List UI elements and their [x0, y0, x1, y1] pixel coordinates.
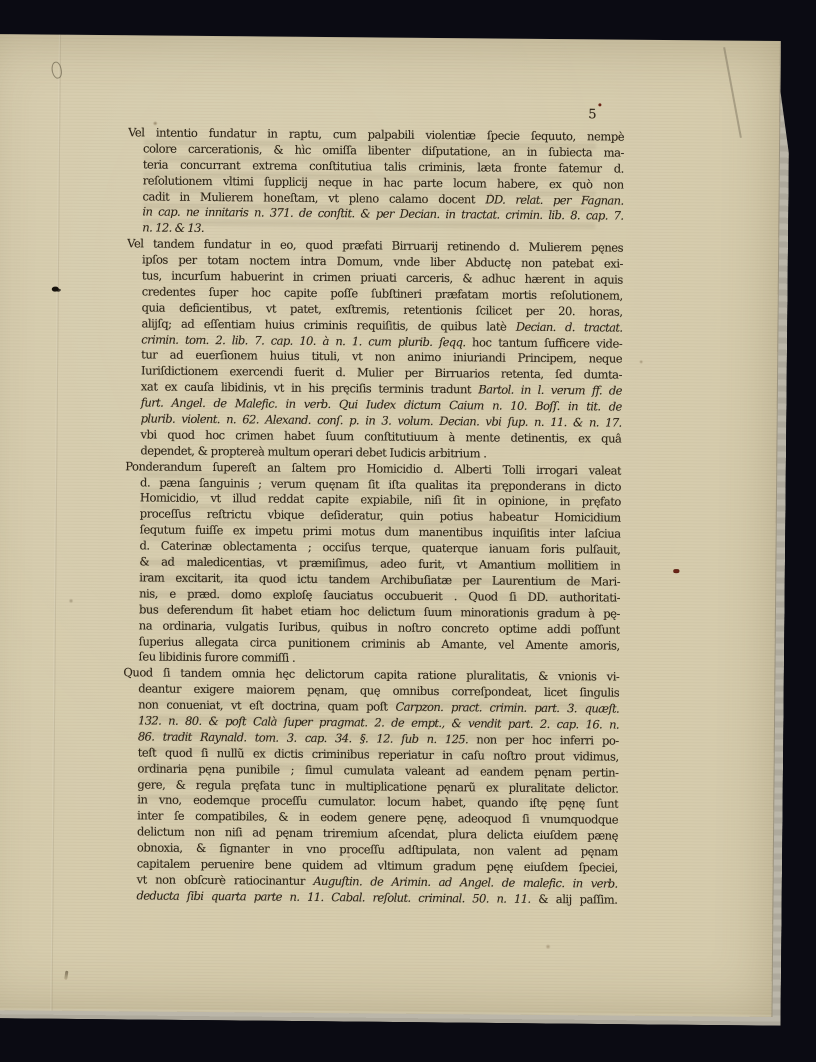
body-text: quia deficientibus, vt patet, exſtremis, retentionis ſcilicet per 20. horas,: [141, 300, 623, 319]
body-text: teria concurrant extrema conſtitutiua talis criminis, læta fronte fatemur d.: [142, 157, 624, 176]
body-text: alijſq; ad eſſentiam huius criminis requiſitis, de quibus latè: [141, 316, 516, 334]
body-text: deantur exigere maiorem pęnam, quę omnibus correſpondeat, licet ſingulis: [138, 681, 620, 700]
body-text: iram excitarit, ita quod ictu tandem Archibuſiatæ per Laurentium de Mari-: [139, 570, 621, 589]
body-text: teſt quod ſi nullũ ex dictis criminibus reperiatur in caſu noſtro prout vidimus,: [137, 745, 619, 764]
body-text: tus, incurſum habuerint in crimen priuati carceris, & adhuc hærent in aquis: [141, 268, 623, 287]
citation-text: plurib. violent. n. 62. Alexand. conſ. p. in 3. volum. Decian. vbi ſup. n. 11. & n. 17.: [140, 411, 622, 430]
pencil-mark: [50, 61, 64, 80]
body-text: nis, e præd. domo exploſę ſauciatus occubuerit . Quod ſi DD. authoritati-: [139, 586, 621, 605]
fold-line: [50, 35, 61, 1011]
body-text: cadit in Mulierem honeſtam, vt pleno calamo docent: [142, 188, 486, 206]
citation-text: 86. tradit Raynald. tom. 3. cap. 34. §. 12. ſub n. 125.: [137, 729, 477, 747]
paragraph: [125, 237, 623, 464]
citation-text: DD. relat. per Fagnan.: [485, 191, 624, 208]
body-text: vbi quod hoc crimen habet ſuum conſtitutiuum à mente detinentis, ex quâ: [140, 427, 622, 446]
citation-text: in cap. ne innitaris n. 371. de conſtit. & per Decian. in tractat. crimin. lib. 8. cap. 7.: [142, 204, 624, 224]
body-text: in vno, eodemque proceſſu cumulator. locum habet, quando iſtę pęnę ſunt: [137, 792, 619, 812]
paragraph: [127, 125, 624, 241]
body-text: colore carcerationis, & hìc omiſſa libenter diſputatione, an in ſubiecta ma-: [142, 141, 625, 160]
document-page: [0, 34, 781, 1017]
citation-text: deducta ſibi quarta parte n. 11. Cabal. reſolut. criminal. 50. n. 11.: [136, 888, 539, 906]
paper-tear: [64, 971, 68, 980]
body-text: reſolutionem vltimi ſupplicij neque in hac parte locum habere, ex quò non: [142, 173, 624, 192]
red-ink-dot: [598, 103, 601, 106]
body-text: ordinaria pęna punibile ; ſimul cumulata valeant ad eandem pęnam pertin-: [137, 761, 619, 780]
citation-text: n. 12. & 13.: [142, 220, 205, 236]
body-text: credentes ſuper hoc capite poſſe ſubſtineri præfatam mortis reſolutionem,: [141, 284, 623, 303]
body-text: Vel intentio fundatur in raptu, cum palpabili violentiæ ſpecie ſequuto, nempè: [128, 125, 625, 144]
page-number: 5: [588, 107, 597, 123]
body-text: hoc tantum ſufficere vide-: [472, 334, 623, 351]
citation-text: Decian. d. tractat.: [515, 319, 623, 335]
citation-text: furt. Angel. de Malefic. in verb. Qui Iudex dictum Caium n. 10. Boſſ. in tit. de: [140, 395, 622, 414]
body-text: capitalem peruenire bene quidem ad vltimum gradum pęnę eiuſdem ſpeciei,: [136, 856, 618, 875]
citation-text: Bartol. in l. verum ff. de: [478, 382, 622, 398]
body-text: Quod ſi tandem omnia hęc delictorum capita ratione pluralitatis, & vnionis vi-: [123, 665, 620, 684]
citation-text: crimin. tom. 2. lib. 7. cap. 10. à n. 1. cum plurib. ſeqq.: [141, 331, 473, 349]
body-text: Homicidio, vt illud reddat capite expiabile, niſi ſit in opinione, in pręfato: [139, 490, 622, 510]
body-text: ſuperius allegata circa punitionem criminis ab Amante, vel Amente amoris,: [138, 633, 620, 653]
body-text: gere, & regula pręfata tunc in multiplicatione pęnarũ ex pluralitate delictor.: [137, 776, 619, 796]
body-text: d. Caterinæ oblectamenta ; occiſus terque, quaterque ianuam foris pulſauit,: [139, 538, 621, 557]
body-text: proceſſus reſtrictu vbique deſideratur, quin potius habeatur Homicidium: [139, 506, 621, 525]
body-text: non conueniat, vt eſt doctrina, quam poſt: [138, 697, 396, 714]
body-text: delictum non niſi ad pęnam triremium aſcendat, plura delicta eiuſdem pænę: [136, 824, 619, 843]
body-text: ſeu libidinis furore commiſſi .: [138, 649, 296, 666]
paragraph: [121, 666, 619, 909]
body-text: inter ſe compatibiles, & in eodem genere pęnę, adeoquod ſi vnumquodque: [137, 808, 619, 827]
citation-text: 132. n. 80. & poſt Calà ſuper pragmat. 2. de empt., & vendit part. 2. cap. 16. n.: [137, 713, 620, 732]
citation-text: Carpzon. pract. crimin. part. 3. quæſt.: [395, 699, 620, 716]
body-text: vt non obſcurè ratiocinantur: [136, 872, 314, 888]
body-text: na ordinaria, vulgatis Iuribus, quibus in noſtro concreto optime addi poſſunt: [138, 618, 620, 637]
body-text: Vel tandem fundatur in eo, quod præfati Birruarij retinendo d. Mulierem pęnes: [127, 236, 624, 255]
body-text: non per hoc inferri po-: [476, 732, 619, 748]
body-text: bus deferendum ſit habet etiam hoc delictum ſuum minorationis gradum à pę-: [138, 602, 621, 621]
body-text: ipſos per totam noctem intra Domum, vnde liber Abductę non patebat exi-: [141, 252, 624, 271]
corner-crease: [723, 47, 741, 138]
body-text: & alij paſſim.: [538, 891, 618, 907]
body-text: & ad maledicentias, vt præmiſimus, adeo furit, vt Amantium mollitiem in: [139, 554, 621, 573]
text-block: [121, 125, 624, 908]
body-text: Iuriſdictionem exercendi fuerit d. Mulier per Birruarios retenta, ſed dumta-: [141, 363, 623, 382]
red-ink-speck: [673, 569, 679, 573]
body-text: xat ex cauſa libidinis, vt in his pręciſis terminis tradunt: [140, 379, 479, 397]
body-text: tur ad euerſionem huius tituli, vt non animo iniuriandi Principem, neque: [141, 347, 623, 367]
body-text: Ponderandum ſupereſt an ſaltem pro Homicidio d. Alberti Tolli irrogari valeat: [125, 458, 622, 478]
body-text: dependet, & proptereà multum operari debet Iudicis arbitrium .: [140, 443, 487, 461]
body-text: ſequtum fuiſſe ex impetu primi motus dum manentibus inquiſitis inter laſciua: [139, 522, 621, 541]
citation-text: Auguſtin. de Arimin. ad Angel. de malefic. in verb.: [313, 873, 618, 891]
body-text: d. pæna ſanguinis ; verum quęnam ſit iſta qualitas ita pręponderans in dicto: [140, 475, 622, 494]
paragraph: [123, 459, 621, 670]
text-line: [121, 888, 617, 908]
body-text: obnoxia, & ſignanter in vno proceſſu adſtipulata, non valent ad pęnam: [136, 840, 618, 859]
